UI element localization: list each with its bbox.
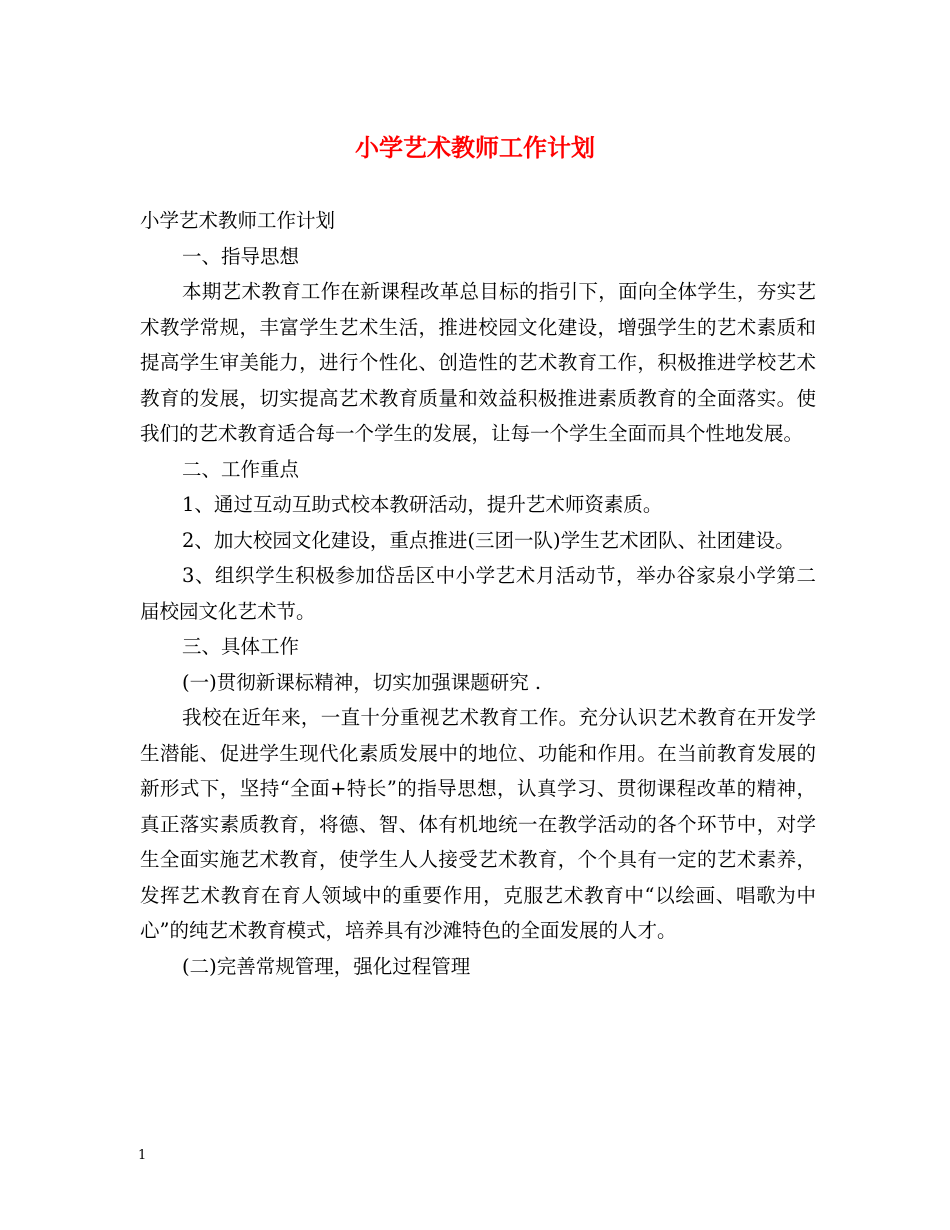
page-number: 1 bbox=[138, 1148, 147, 1163]
document-title: 小学艺术教师工作计划 bbox=[355, 133, 595, 162]
subsection-heading-1: (一)贯彻新课标精神，切实加强课题研究 . bbox=[182, 670, 542, 694]
section-heading-specific-work: 三、具体工作 bbox=[182, 635, 300, 658]
paragraph-subsection-1-body: 我校在近年来，一直十分重视艺术教育工作。充分认识艺术教育在开发学生潜能、促进学生现代化素质发展中的地位、功能和作用。在当前教育发展的新形式下，坚持“全面+特长”的指导思想，认真学习、贯彻课程改革的精神，真正落实素质教育，将德、智、体有机地统一在教学活动的各个环节中，对学生全面实施艺术教育，使学生人人接受艺术教育，个个具有一定的艺术素养，发挥艺术教育在育人领域中的重要作用，克服艺术教育中“以绘画、唱歌为中心”的纯艺术教育模式，培养具有沙滩特色的全面发展的人才。 bbox=[140, 706, 816, 942]
section-heading-work-focus: 二、工作重点 bbox=[182, 457, 300, 481]
subsection-heading-2: (二)完善常规管理，强化过程管理 bbox=[182, 954, 471, 978]
paragraph-subtitle: 小学艺术教师工作计划 bbox=[140, 209, 336, 232]
list-item-focus-1: 1、通过互动互助式校本教研活动，提升艺术师资素质。 bbox=[182, 493, 663, 516]
list-item-focus-3: 3、组织学生积极参加岱岳区中小学艺术月活动节，举办谷家泉小学第二届校园文化艺术节。 bbox=[140, 564, 816, 623]
section-heading-guiding-ideology: 一、指导思想 bbox=[182, 244, 300, 268]
paragraph-ideology-body: 本期艺术教育工作在新课程改革总目标的指引下，面向全体学生，夯实艺术教学常规，丰富学生艺术生活，推进校园文化建设，增强学生的艺术素质和提高学生审美能力，进行个性化、创造性的艺术教育工作，积极推进学校艺术教育的发展，切实提高艺术教育质量和效益积极推进素质教育的全面落实。使我们的艺术教育适合每一个学生的发展，让每一个学生全面而具个性地发展。 bbox=[140, 280, 816, 445]
document-body bbox=[140, 203, 816, 984]
list-item-focus-2: 2、加大校园文化建设，重点推进(三团一队)学生艺术团队、社团建设。 bbox=[182, 528, 795, 552]
